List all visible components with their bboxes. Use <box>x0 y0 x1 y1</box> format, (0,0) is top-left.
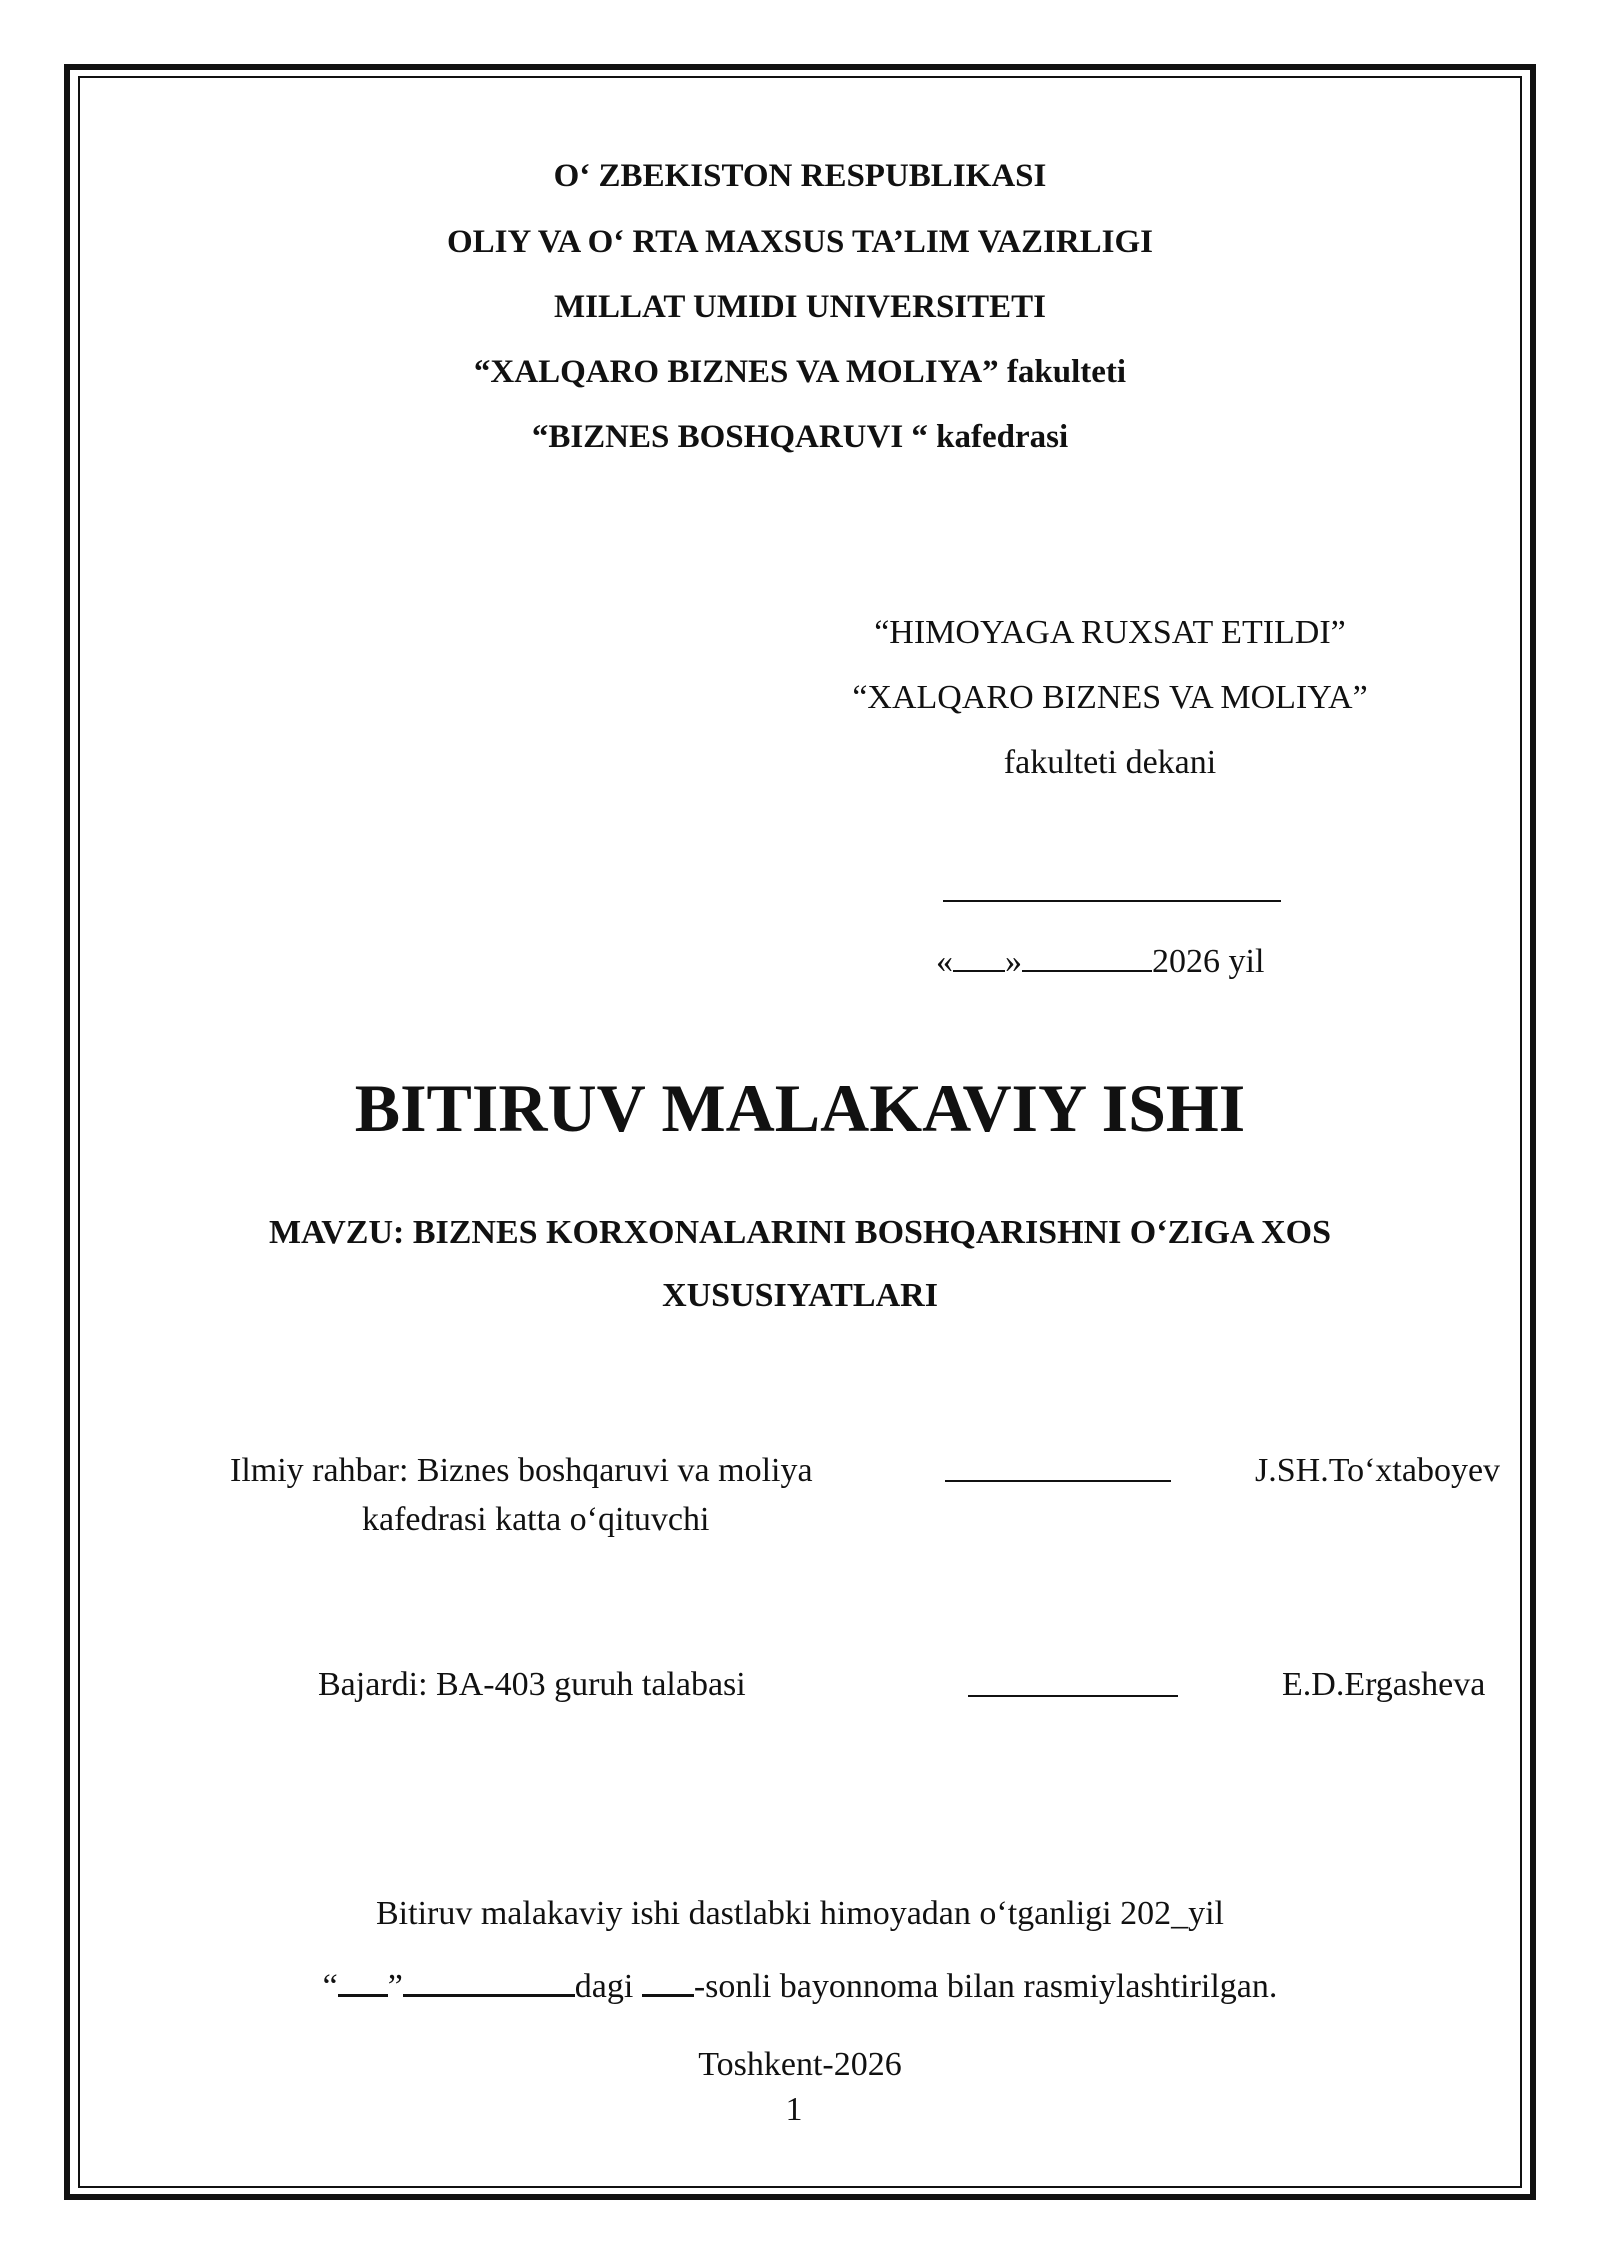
dean-signature-line <box>943 900 1281 902</box>
approval-line-2: “XALQARO BIZNES VA MOLIYA” <box>852 679 1368 716</box>
page-number: 1 <box>785 2091 803 2128</box>
document-title: BITIRUV MALAKAVIY ISHI <box>354 1070 1246 1146</box>
note-dagi: dagi <box>574 1968 642 2005</box>
header-faculty: “XALQARO BIZNES VA MOLIYA” fakulteti <box>473 354 1127 390</box>
supervisor-role-line-2: kafedrasi katta o‘qituvchi <box>362 1501 710 1538</box>
note-month-blank <box>403 1964 575 1997</box>
date-year: 2026 yil <box>1152 943 1265 980</box>
student-role: Bajardi: BA-403 guruh talabasi <box>318 1666 746 1703</box>
approval-date <box>936 940 1264 979</box>
header-university: MILLAT UMIDI UNIVERSITETI <box>553 289 1047 325</box>
supervisor-role-line-1: Ilmiy rahbar: Biznes boshqaruvi va moliya <box>230 1452 813 1489</box>
note-close-quote: ” <box>387 1968 403 2005</box>
header-department: “BIZNES BOSHQARUVI “ kafedrasi <box>531 419 1069 455</box>
date-close-quote: » <box>1005 943 1022 980</box>
note-open-quote: “ <box>322 1968 338 2005</box>
day-blank <box>953 940 1005 972</box>
date-open-quote: « <box>936 943 953 980</box>
approval-line-1: “HIMOYAGA RUXSAT ETILDI” <box>874 614 1346 651</box>
month-blank <box>1022 940 1152 972</box>
header-ministry: OLIY VA O‘ RTA MAXSUS TA’LIM VAZIRLIGI <box>446 224 1154 260</box>
header-country: O‘ ZBEKISTON RESPUBLIKASI <box>553 158 1047 194</box>
topic-line-1: MAVZU: BIZNES KORXONALARINI BOSHQARISHNI O‘ZIGA XOS <box>268 1214 1332 1251</box>
topic-line-2: XUSUSIYATLARI <box>662 1277 938 1314</box>
note-number-blank <box>642 1964 694 1997</box>
defense-note-line-1: Bitiruv malakaviy ishi dastlabki himoyadan o‘tganligi 202_yil <box>376 1895 1224 1932</box>
city-year: Toshkent-2026 <box>698 2046 902 2083</box>
student-signature-line <box>968 1695 1178 1697</box>
approval-line-3: fakulteti dekani <box>1003 744 1217 781</box>
supervisor-signature-line <box>945 1480 1171 1482</box>
note-day-blank <box>338 1964 388 1997</box>
note-rest: -sonli bayonnoma bilan rasmiylashtirilgan. <box>693 1968 1278 2005</box>
supervisor-name: J.SH.To‘xtaboyev <box>1255 1452 1501 1489</box>
defense-note-line-2 <box>0 1964 1600 2004</box>
student-name: E.D.Ergasheva <box>1282 1666 1486 1703</box>
